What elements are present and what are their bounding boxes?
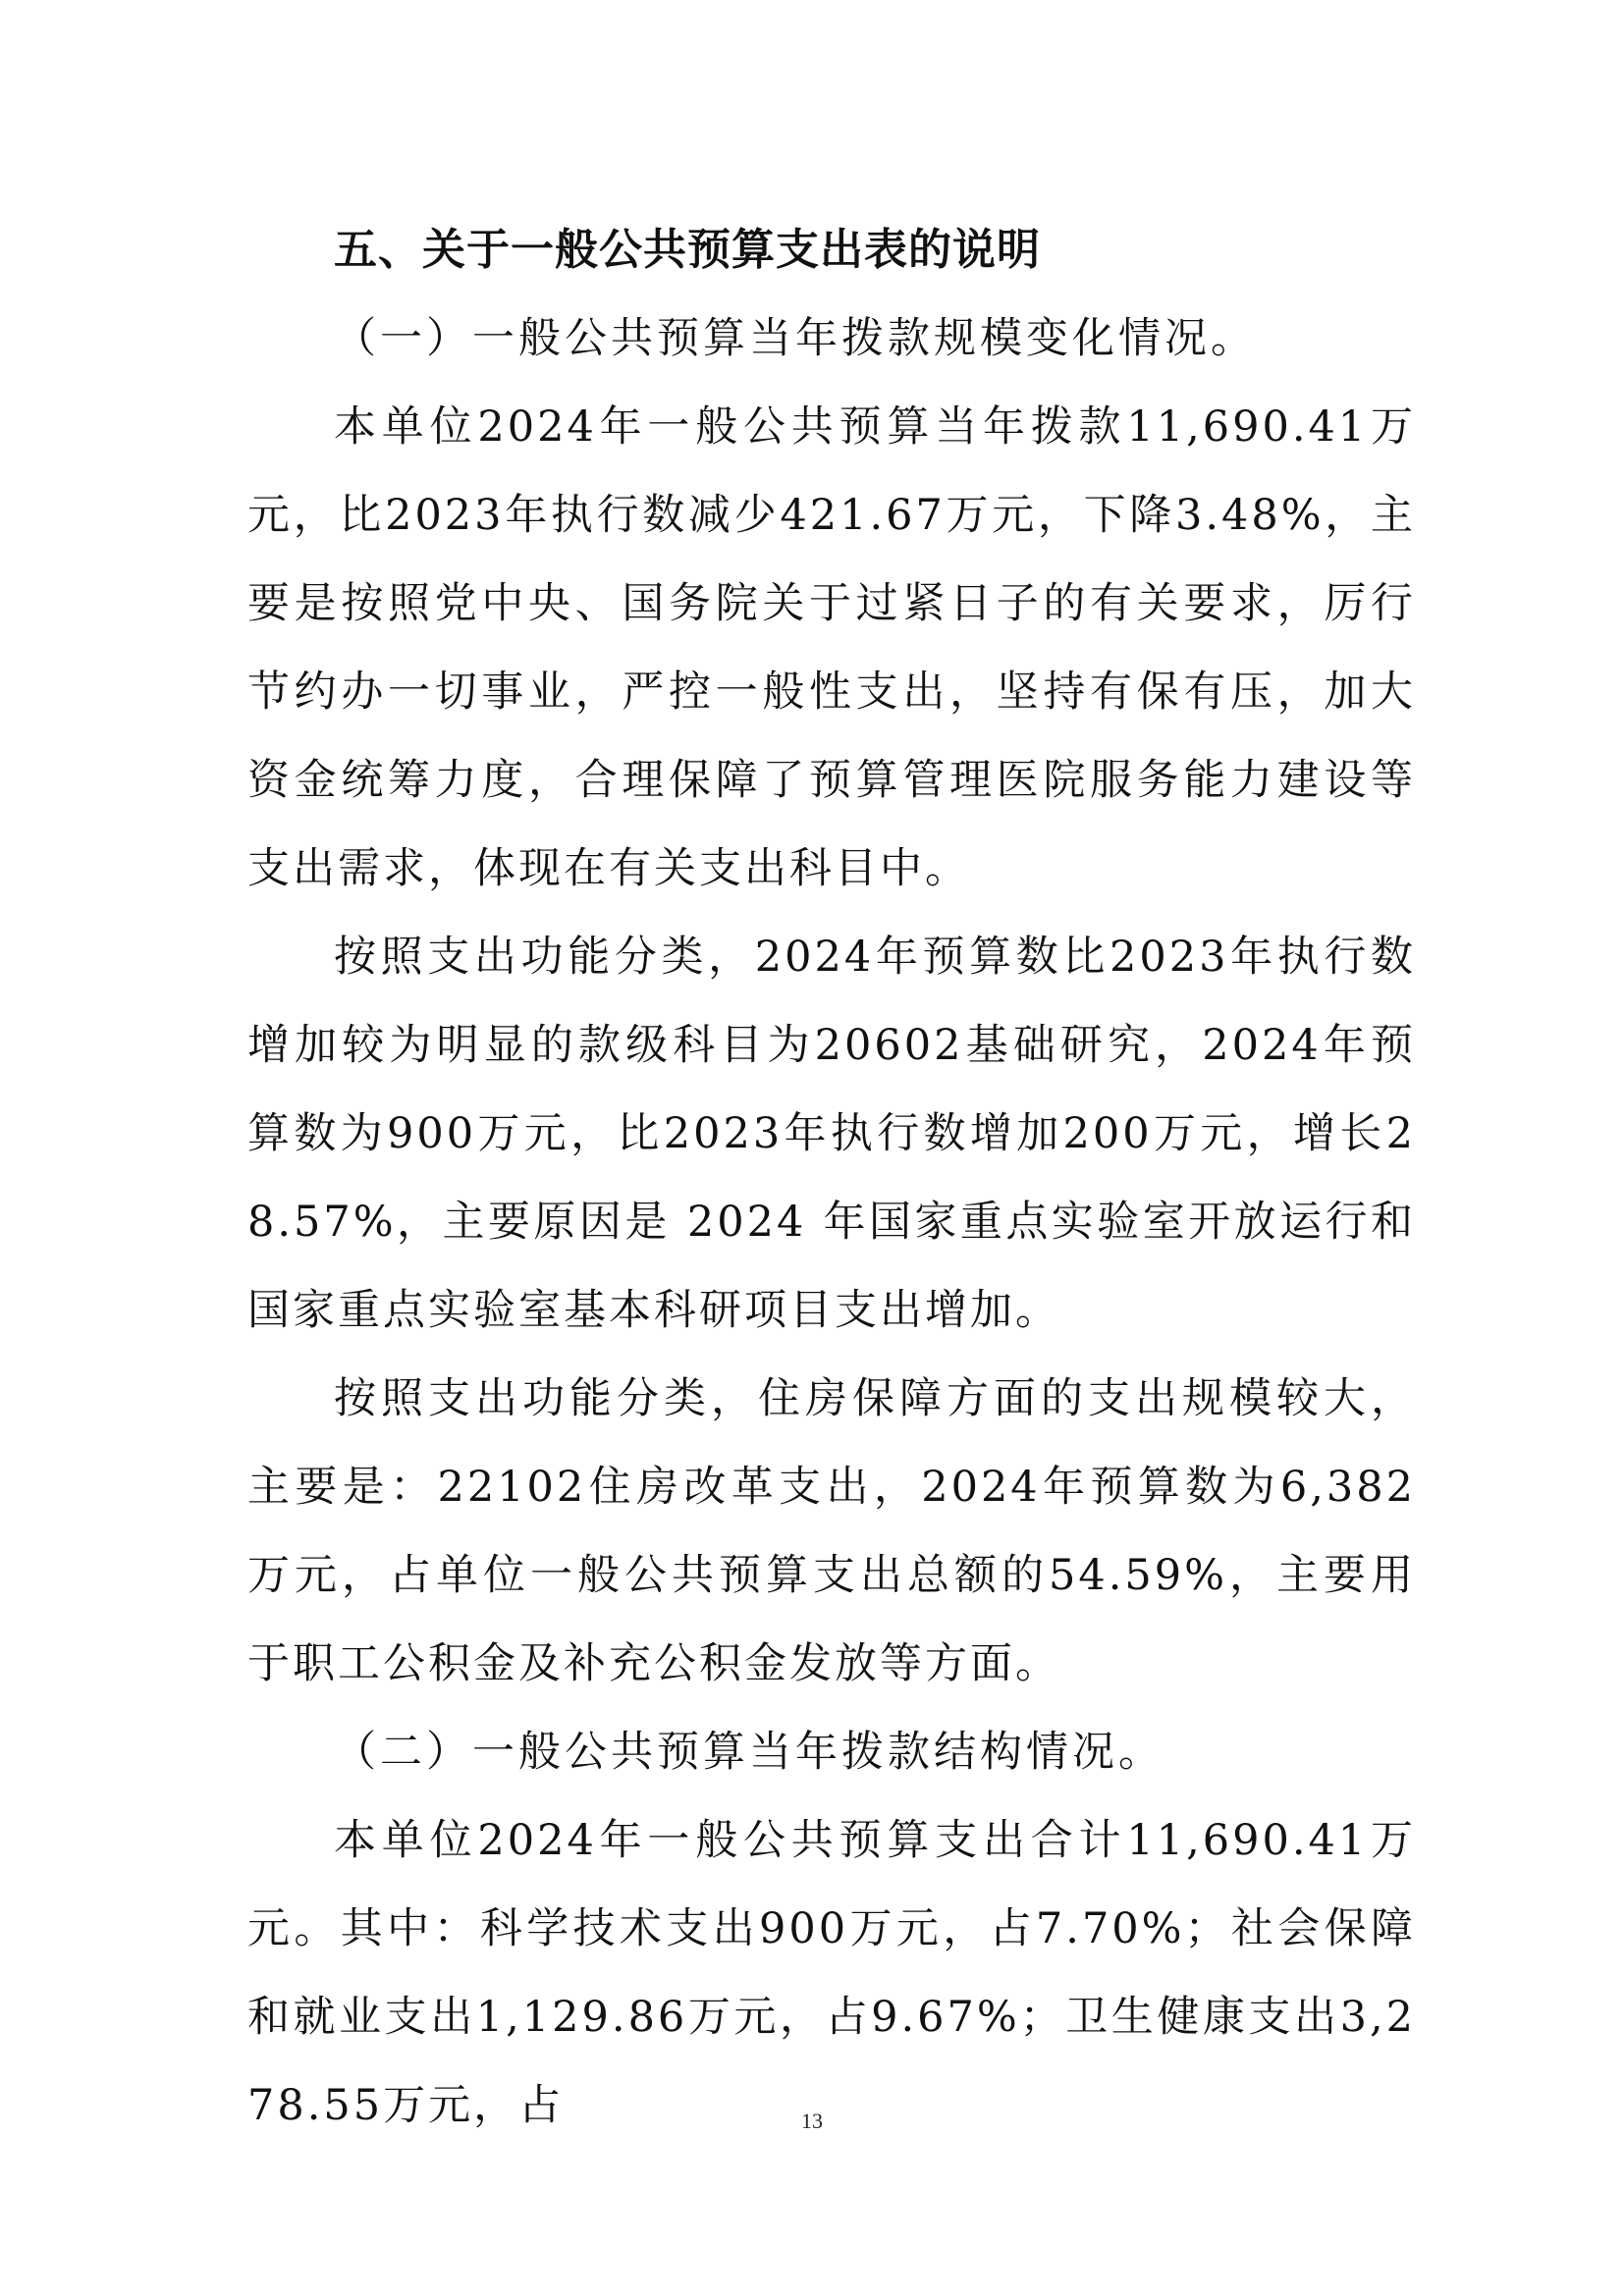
section-heading: 五、关于一般公共预算支出表的说明 — [334, 225, 1041, 275]
subsection-heading-1: （一）一般公共预算当年拨款规模变化情况。 — [334, 314, 1257, 363]
paragraph-1: 本单位2024年一般公共预算当年拨款11,690.41万元，比2023年执行数减少421.67万元，下降3.48%，主要是按照党中央、国务院关于过紧日子的有关要求，厉行节约办一切事业，严控一般性支出，坚持有保有压，加大资金统筹力度，合理保障了预算管理医院服务能力建设等支出需求，体现在有关支出科目中。 — [247, 402, 1416, 893]
subsection-heading-2: （二）一般公共预算当年拨款结构情况。 — [334, 1728, 1164, 1777]
paragraph-3: 按照支出功能分类，住房保障方面的支出规模较大，主要是：22102住房改革支出，2024年预算数为6,382万元，占单位一般公共预算支出总额的54.59%，主要用于职工公积金及补充公积金发放等方面。 — [247, 1374, 1416, 1688]
page-number: 13 — [801, 2109, 823, 2133]
page-content — [247, 206, 1416, 2150]
paragraph-4: 本单位2024年一般公共预算支出合计11,690.41万元。其中：科学技术支出900万元，占7.70%；社会保障和就业支出1,129.86万元，占9.67%；卫生健康支出3,278.55万元，占 — [247, 1816, 1416, 2130]
paragraph-2: 按照支出功能分类，2024年预算数比2023年执行数增加较为明显的款级科目为20602基础研究，2024年预算数为900万元，比2023年执行数增加200万元，增长28.57%，主要原因是 2024 年国家重点实验室开放运行和国家重点实验室基本科研项目支出增加。 — [247, 933, 1416, 1335]
